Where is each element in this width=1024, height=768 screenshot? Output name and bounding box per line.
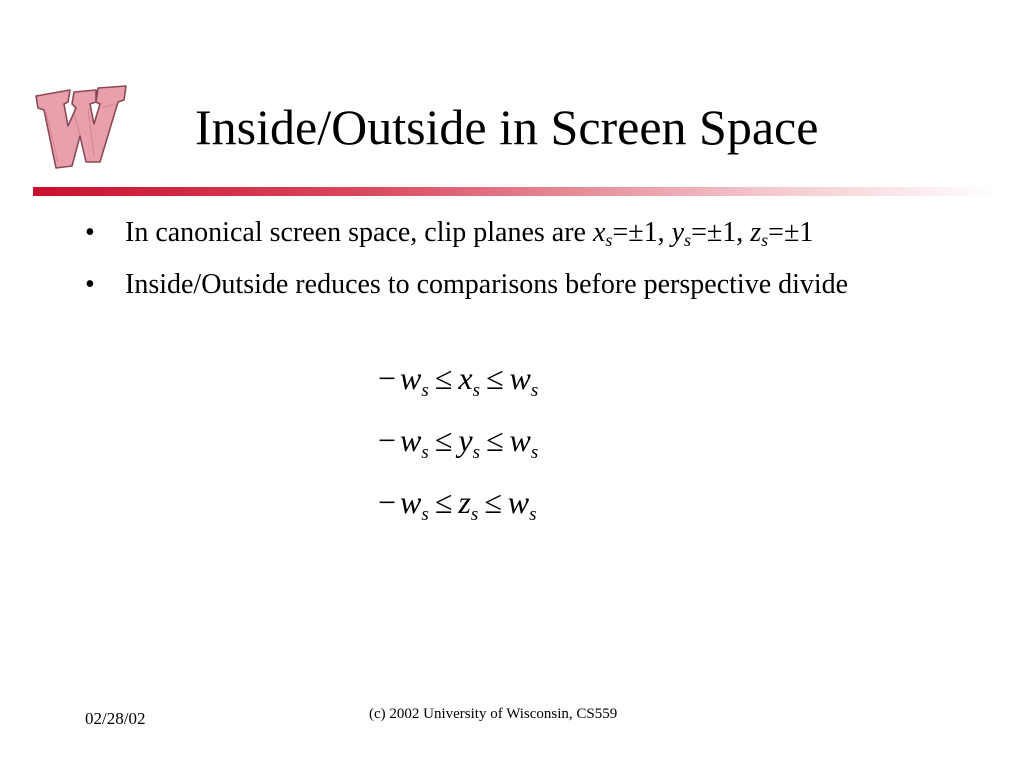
bullet-text: In canonical screen space, clip planes are — [125, 217, 593, 248]
sub-s: s — [684, 230, 692, 250]
leq-sign: ≤ — [434, 484, 453, 520]
var-y: y — [458, 422, 473, 458]
leq-sign: ≤ — [484, 484, 502, 520]
sub-s: s — [530, 380, 539, 401]
y-value: =±1, — [691, 217, 744, 248]
bullet-marker: • — [85, 217, 95, 248]
minus-sign: − — [378, 484, 397, 520]
sub-s: s — [472, 380, 480, 401]
sub-s: s — [472, 442, 480, 463]
var-w: w — [400, 484, 422, 520]
footer-date: 02/28/02 — [85, 709, 146, 728]
var-z: z — [458, 484, 471, 520]
bullet-list — [85, 214, 935, 318]
sub-s: s — [605, 230, 613, 250]
var-w: w — [509, 422, 531, 458]
var-y: y — [671, 217, 685, 248]
leq-sign: ≤ — [485, 360, 504, 396]
inequality-x — [378, 358, 538, 420]
bullet-marker: • — [85, 269, 95, 300]
var-z: z — [750, 217, 762, 248]
sub-s: s — [421, 380, 429, 401]
var-w: w — [507, 484, 530, 520]
title-divider — [33, 187, 998, 196]
var-w: w — [400, 422, 422, 458]
sub-s: s — [530, 442, 539, 463]
leq-sign: ≤ — [434, 360, 453, 396]
x-value: =±1, — [612, 217, 665, 248]
sub-s: s — [421, 504, 429, 525]
sub-s: s — [470, 504, 479, 525]
leq-sign: ≤ — [434, 422, 453, 458]
inequality-z — [378, 482, 538, 544]
slide-title: Inside/Outside in Screen Space — [195, 99, 819, 155]
minus-sign: − — [378, 422, 397, 458]
inequality-block — [378, 358, 538, 544]
var-w: w — [509, 360, 531, 396]
leq-sign: ≤ — [485, 422, 504, 458]
bullet-item-comparisons — [85, 266, 935, 304]
footer-copyright: (c) 2002 University of Wisconsin, CS559 — [369, 706, 618, 722]
sub-s: s — [761, 230, 769, 250]
bullet-item-clip-planes — [85, 214, 935, 252]
wisconsin-w-logo-icon — [30, 78, 130, 178]
var-x: x — [592, 217, 606, 248]
var-x: x — [458, 360, 473, 396]
bullet-text: Inside/Outside reduces to comparisons before perspective divide — [125, 269, 849, 300]
sub-s: s — [529, 504, 537, 525]
var-w: w — [400, 360, 422, 396]
minus-sign: − — [378, 360, 397, 396]
z-value: =±1 — [768, 217, 814, 248]
inequality-y — [378, 420, 538, 482]
sub-s: s — [421, 442, 429, 463]
